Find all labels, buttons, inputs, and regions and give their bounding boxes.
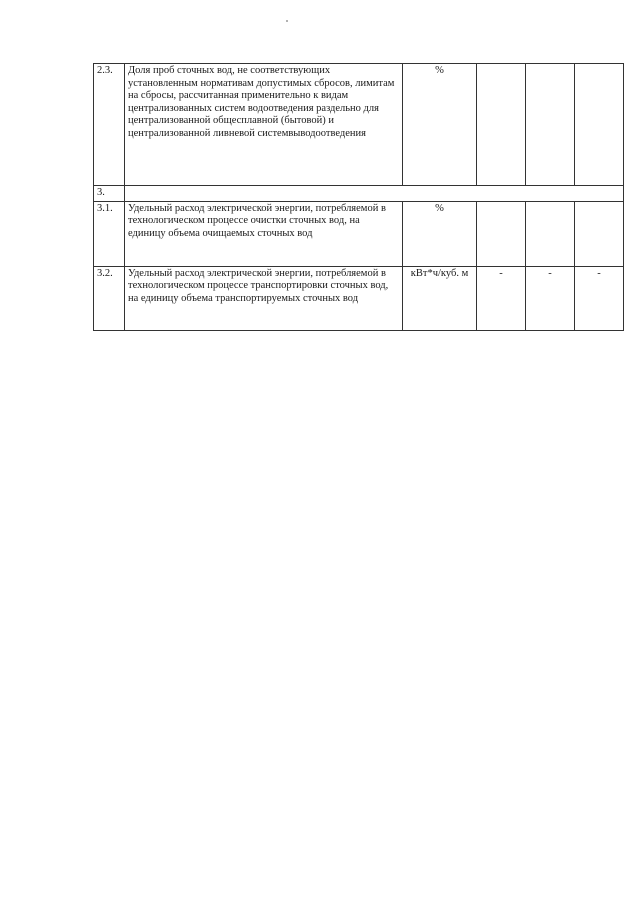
row-value bbox=[575, 64, 624, 186]
row-value bbox=[526, 201, 575, 266]
row-unit: % bbox=[403, 201, 477, 266]
row-value: - bbox=[526, 266, 575, 330]
row-value: - bbox=[477, 266, 526, 330]
row-value bbox=[575, 201, 624, 266]
row-description-text: Доля проб сточных вод, не соответствующих установленным нормативам допустимых сбросов, лимитам на сбросы, рассчитанная применительно к видам централизованных систем водоотведения раздельно для централизованной общесплавной (бытовой) и централизованной ливневой системвыводоотведения bbox=[128, 65, 395, 139]
table-row bbox=[94, 201, 624, 266]
row-unit: кВт*ч/куб. м bbox=[403, 266, 477, 330]
indicators-table bbox=[93, 63, 624, 331]
row-value: - bbox=[575, 266, 624, 330]
section-row bbox=[94, 186, 624, 202]
row-description bbox=[125, 64, 403, 186]
row-value bbox=[526, 64, 575, 186]
section-title bbox=[125, 186, 624, 202]
row-description: Удельный расход электрической энергии, потребляемой в технологическом процессе очистки сточных вод, на единицу объема очищаемых сточных вод bbox=[125, 201, 403, 266]
row-number: 3.1. bbox=[94, 201, 125, 266]
row-value bbox=[477, 64, 526, 186]
scan-speck bbox=[286, 20, 288, 22]
row-number: 3.2. bbox=[94, 266, 125, 330]
row-unit: % bbox=[403, 64, 477, 186]
table-row bbox=[94, 64, 624, 186]
row-number: 2.3. bbox=[94, 64, 125, 186]
table-row bbox=[94, 266, 624, 330]
row-value bbox=[477, 201, 526, 266]
section-number: 3. bbox=[94, 186, 125, 202]
row-description: Удельный расход электрической энергии, потребляемой в технологическом процессе транспортировки сточных вод, на единицу объема транспортируемых сточных вод bbox=[125, 266, 403, 330]
